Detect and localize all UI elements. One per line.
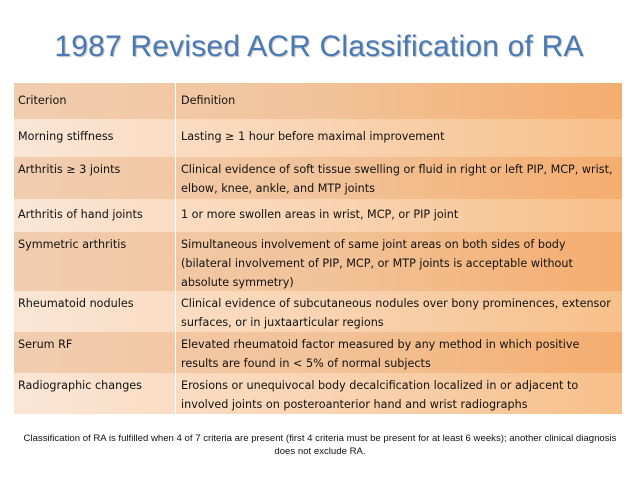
table-row bbox=[14, 332, 622, 374]
definition-cell: Elevated rheumatoid factor measured by any method in which positive results are found in < 5% of normal subjects bbox=[181, 338, 580, 370]
table-row bbox=[14, 119, 622, 158]
criterion-cell: Arthritis ≥ 3 joints bbox=[14, 157, 176, 199]
criterion-cell: Arthritis of hand joints bbox=[14, 199, 176, 232]
criterion-cell: Rheumatoid nodules bbox=[14, 291, 176, 332]
definition-cell: 1 or more swollen areas in wrist, MCP, or PIP joint bbox=[181, 208, 459, 221]
criterion-cell: Morning stiffness bbox=[14, 119, 176, 157]
criterion-cell: Radiographic changes bbox=[14, 373, 176, 414]
table-header-row bbox=[14, 83, 622, 120]
header-criterion: Criterion bbox=[14, 83, 176, 119]
footnote: Classification of RA is fulfilled when 4 of 7 criteria are present (first 4 criteria must be present for at least 6 weeks); another clinical diagnosis does not exclude RA. bbox=[23, 433, 617, 457]
definition-cell: Simultaneous involvement of same joint areas on both sides of body (bilateral involvement of PIP, MCP, or MTP joints is acceptable without absolute symmetry) bbox=[181, 238, 573, 289]
table-row bbox=[14, 373, 622, 415]
definition-cell: Erosions or unequivocal body decalcification localized in or adjacent to involved joints on posteroanterior hand and wrist radiographs bbox=[181, 379, 579, 411]
table-row bbox=[14, 157, 622, 200]
page-title: 1987 Revised ACR Classification of RA bbox=[54, 30, 584, 63]
table-row bbox=[14, 232, 622, 292]
criterion-cell: Serum RF bbox=[14, 332, 176, 373]
definition-cell: Lasting ≥ 1 hour before maximal improvement bbox=[181, 130, 445, 143]
definition-cell: Clinical evidence of subcutaneous nodules over bony prominences, extensor surfaces, or in juxtaarticular regions bbox=[181, 297, 611, 329]
table-row bbox=[14, 291, 622, 333]
table-row bbox=[14, 199, 622, 233]
criterion-cell: Symmetric arthritis bbox=[14, 232, 176, 291]
header-definition: Definition bbox=[181, 94, 236, 107]
definition-cell: Clinical evidence of soft tissue swelling or fluid in right or left PIP, MCP, wrist, elbow, knee, ankle, and MTP joints bbox=[181, 163, 613, 195]
